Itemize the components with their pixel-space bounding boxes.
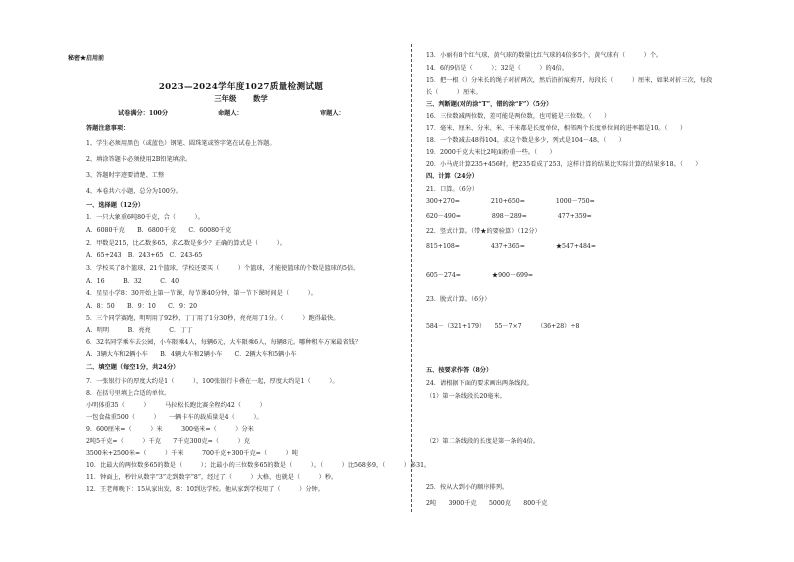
- question-line: 20．小马虎计算235+456时，把235看成了253，这样计算的结果比实际计算的结果多18。（ ）: [426, 161, 702, 168]
- column-divider: [411, 44, 412, 512]
- question-line: 2吨5千克=（ ）千克 7千克300克=（ ）克: [86, 438, 250, 445]
- question-line: 300+270= 210+650= 1000－750=: [426, 198, 595, 205]
- question-line: 1．一只大象重6吨80千克，合（ ）。: [86, 214, 204, 221]
- question-line: A．16 B．32 C．40: [86, 278, 180, 285]
- notice-item: 2、填涂答题卡必须使用2B铅笔填涂。: [86, 156, 192, 163]
- section-heading: 三、判断题(对的涂“T”，错的涂“F”）（5分）: [426, 101, 553, 108]
- question-line: 2吨 3900千克 5000克 800千克: [426, 500, 548, 507]
- question-line: 2．甲数是215，比乙数多65，求乙数是多少？正确的算式是（ ）。: [86, 240, 286, 247]
- question-line: 4．星星小学8：30开始上第一节课，每节课40分钟，第一节下课时间是（ ）。: [86, 290, 317, 297]
- exam-subtitle: [86, 93, 396, 104]
- grade-label: 三年级: [214, 94, 237, 103]
- question-line: 21．口算。（6分）: [426, 186, 479, 193]
- question-line: 12．王老师晚下：15从家出发，8：10到达学校。他从家到学校用了（ ）分钟。: [86, 486, 324, 493]
- question-line: 17．毫米、厘米、分米、米、千米都是长度单位，相邻两个长度单位间的进率都是10。（ ）: [426, 125, 687, 132]
- question-line: 14．6的9倍是（ ）；32是（ ）的4倍。: [426, 65, 569, 72]
- question-line: 8．在括号里填上合适的单位。: [86, 390, 171, 397]
- question-line: A．65+243 B．243+65 C．243-65: [86, 252, 203, 259]
- reviewer-label: 审题人：: [320, 110, 345, 117]
- question-line: 605－274= ★900－699=: [426, 272, 534, 279]
- section-heading: 一、选择题（12分）: [86, 202, 145, 209]
- section-heading: 五、按要求作答（8分）: [426, 367, 493, 374]
- notice-item: 3、答题时字迹要清楚、工整: [86, 172, 165, 179]
- notice-heading: 答题注意事项：: [86, 125, 130, 132]
- question-line: 13．小丽有8个红气球，黄气球的数量比红气球的4倍多5个，黄气球有（ ）个。: [426, 52, 663, 59]
- maker-label: 命题人：: [218, 110, 243, 117]
- question-line: 7．一张银行卡的厚度大约是1（ ），100张银行卡叠在一起，厚度大约是1（ ）。: [86, 378, 339, 385]
- question-line: 25．按从大到小的顺序排列。: [426, 484, 509, 491]
- question-line: A．明明 B．亮亮 C．丁丁: [86, 327, 193, 334]
- question-line: 3500米+2500米=（ ）千米 700千克+300千克=（ ）吨: [86, 450, 298, 457]
- question-line: 24．请根据下面的要求画出两条线段。: [426, 380, 533, 387]
- question-line: 620－490= 898－289≈ 477+359≈: [426, 213, 592, 220]
- notice-item: 4、本卷共六小题，总分为100分。: [86, 188, 183, 195]
- question-line: 23．脱式计算。（6分）: [426, 296, 491, 303]
- question-line: 一包食盐重500（ ） 一辆卡车的载质量是4（ ）。: [86, 414, 263, 421]
- question-line: 10．比最大的两位数多65的数是（ ）；比最小的三位数多65的数是（ ）。（ ）比568多9，（ ）多31。: [86, 462, 431, 469]
- question-line: 3．学校买了8个篮球，21个篮球，学校还要买（ ）个篮球，才能使篮球的个数是篮球的5倍。: [86, 265, 360, 272]
- notice-item: 1、学生必须用黑色（或蓝色）钢笔、圆珠笔或签字笔在试卷上答题。: [86, 140, 276, 147]
- subject-label: 数学: [252, 94, 268, 103]
- question-line: 22．竖式计算。（带★的要验算）（12分）: [426, 228, 541, 235]
- question-line: 11．钟面上，秒针从数字“3”走到数字“8”，经过了（ ）大格，也就是（ ）秒。: [86, 474, 338, 481]
- question-line: 6．32名同学乘车去公园，小车限乘4人，每辆6元，大车限乘6人，每辆8元。哪种租车方案最省钱？: [86, 339, 362, 346]
- question-line: 小明体重35（ ） 马拉松长跑比赛全程约42（ ）: [86, 402, 266, 409]
- question-line: 9．600厘米=（ ）米 300毫米=（ ）分米: [86, 426, 254, 433]
- question-line: 18．一个数减去48得104，求这个数是多少，列式是104－48。（ ）: [426, 137, 625, 144]
- secret-mark: 秘密★启用前: [68, 55, 105, 62]
- exam-title: 2023—2024学年度1027质量检测试题: [158, 82, 324, 92]
- question-line: A．8：50 B．9：10 C．9：20: [86, 303, 198, 310]
- question-line: 长（ ）厘米。: [426, 89, 482, 96]
- question-line: A．3辆大车和2辆小车 B．4辆大车和2辆小车 C．2辆大车和5辆小车: [86, 351, 297, 358]
- question-line: 15．把一根（）分米长的绳子对折两次，然后沿折痕剪开，每段长（ ）厘米，如果对折三次，每段: [426, 77, 713, 84]
- question-line: （2）第二条线段的长度是第一条的4倍。: [426, 438, 540, 445]
- question-line: 584－（321+179） 55－7×7 （36+28）÷8: [426, 323, 580, 330]
- question-line: 16．三位数减两位数，差可能是两位数，也可能是三位数。（ ）: [426, 113, 611, 120]
- question-line: A．6080千克 B．6800千克 C．60080千克: [86, 227, 232, 234]
- question-line: 19．2000千克大米比2吨面粉重一些。（ ）: [426, 149, 556, 156]
- question-line: 815+108= 437+365= ★547+484=: [426, 243, 597, 250]
- section-heading: 二、填空题（每空1分，共24分）: [86, 364, 180, 371]
- section-heading: 四、计算（24分）: [426, 173, 478, 180]
- question-line: 5．三个同学赛跑，明明用了92秒，丁丁用了1分30秒，亮亮用了1分。（ ）跑得最快。: [86, 315, 340, 322]
- question-line: （1）第一条线段长20毫米。: [426, 393, 506, 400]
- score-label: 试卷满分：100分: [118, 110, 169, 117]
